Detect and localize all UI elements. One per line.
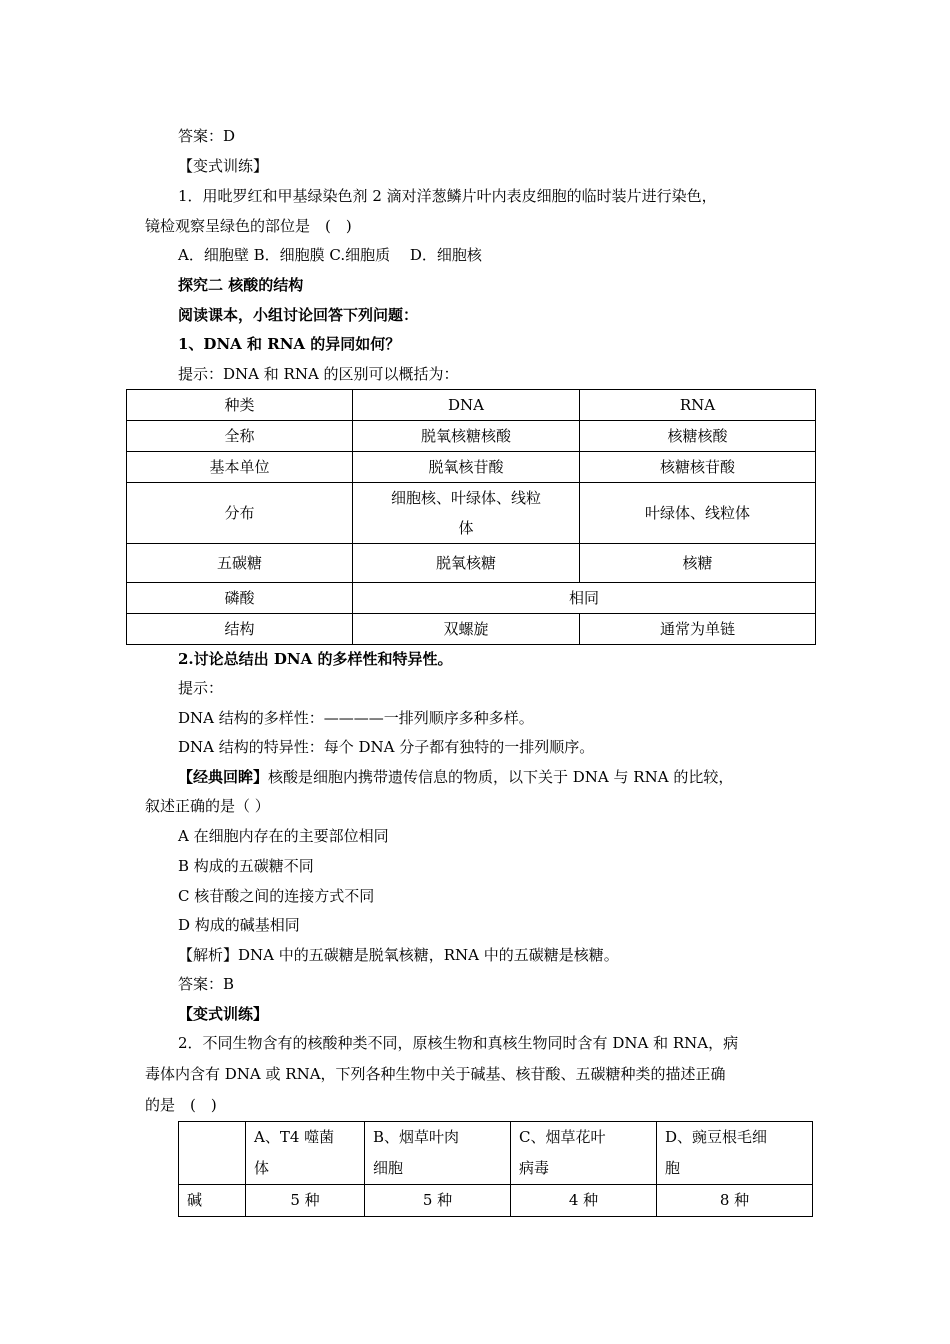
diversity-line: DNA 结构的多样性：————一排列顺序多种多样。 [178,709,534,727]
table-cell: 分布 [127,483,353,544]
table-cell: 全称 [127,421,353,452]
table-cell: 核糖核酸 [580,421,816,452]
reading-instruction: 阅读课本，小组讨论回答下列问题： [178,306,419,324]
table-cell [179,1122,246,1185]
table-cell: 细胞核、叶绿体、线粒体 [353,483,580,544]
table-row [127,421,816,452]
table-cell: C、烟草花叶病毒 [511,1122,657,1185]
table-row [127,544,816,583]
discussion-question-1: 1、DNA 和 RNA 的异同如何？ [178,335,401,353]
table-cell: 结构 [127,614,353,645]
table-cell: 核糖核苷酸 [580,452,816,483]
table-cell: B、烟草叶肉细胞 [365,1122,511,1185]
hint-label: 提示： [178,679,224,697]
section-heading-variant-training-2: 【变式训练】 [178,1005,269,1023]
table-cell: 8 种 [657,1185,813,1217]
table-cell: 双螺旋 [353,614,580,645]
answer-line-2: 答案：B [178,975,235,993]
table-cell: 碱 [179,1185,246,1217]
answer-line: 答案：D [178,127,236,145]
table-row [179,1185,813,1217]
discussion-question-2: 2.讨论总结出 DNA 的多样性和特异性。 [178,650,453,668]
section-heading-variant-training: 【变式训练】 [178,157,269,175]
table-cell: 脱氧核苷酸 [353,452,580,483]
table-cell: DNA [353,390,580,421]
table-cell: 基本单位 [127,452,353,483]
table-cell: 五碳糖 [127,544,353,583]
question-2-line-1: 2．不同生物含有的核酸种类不同，原核生物和真核生物同时含有 DNA 和 RNA，病 [178,1034,739,1052]
specificity-line: DNA 结构的特异性：每个 DNA 分子都有独特的一排列顺序。 [178,738,595,756]
table-cell: 4 种 [511,1185,657,1217]
table-cell: 脱氧核糖 [353,544,580,583]
table-row [179,1122,813,1185]
hint-line: 提示：DNA 和 RNA 的区别可以概括为： [178,365,459,383]
option-c: C 核苷酸之间的连接方式不同 [178,887,375,905]
table-cell: 叶绿体、线粒体 [580,483,816,544]
option-b: B 构成的五碳糖不同 [178,857,314,875]
analysis-line: 【解析】DNA 中的五碳糖是脱氧核糖，RNA 中的五碳糖是核糖。 [178,946,619,964]
table-row [127,390,816,421]
table-cell: 通常为单链 [580,614,816,645]
table-row [127,614,816,645]
table-row [127,583,816,614]
classic-review-line-2: 叙述正确的是（ ） [145,797,270,815]
question-1-options: A．细胞壁 B．细胞膜 C.细胞质 D．细胞核 [178,246,482,264]
classic-review-text: 核酸是细胞内携带遗传信息的物质，以下关于 DNA 与 RNA 的比较， [268,768,734,786]
dna-rna-comparison-table [126,389,816,645]
question-2-line-2: 毒体内含有 DNA 或 RNA，下列各种生物中关于碱基、核苷酸、五碳糖种类的描述正确 [145,1065,726,1083]
table-cell: 核糖 [580,544,816,583]
table-cell: 种类 [127,390,353,421]
table-cell: D、豌豆根毛细胞 [657,1122,813,1185]
option-d: D 构成的碱基相同 [178,916,300,934]
table-cell: 5 种 [365,1185,511,1217]
table-row [127,483,816,544]
question-1-line-1: 1．用吡罗红和甲基绿染色剂 2 滴对洋葱鳞片叶内表皮细胞的临时装片进行染色， [178,187,717,205]
question-1-line-2: 镜检观察呈绿色的部位是 ( ) [145,217,352,235]
table-row [127,452,816,483]
table-cell: 脱氧核糖核酸 [353,421,580,452]
question-2-line-3: 的是 ( ) [145,1096,217,1114]
option-a: A 在细胞内存在的主要部位相同 [178,827,389,845]
table-cell: 磷酸 [127,583,353,614]
organism-nucleic-acid-table [178,1121,813,1217]
explore-2-heading: 探究二 核酸的结构 [178,276,304,294]
table-cell: 相同 [353,583,816,614]
table-cell: RNA [580,390,816,421]
classic-review-line-1 [178,767,733,787]
table-cell: A、T4 噬菌体 [246,1122,365,1185]
classic-review-label: 【经典回眸】 [178,768,269,786]
table-cell: 5 种 [246,1185,365,1217]
